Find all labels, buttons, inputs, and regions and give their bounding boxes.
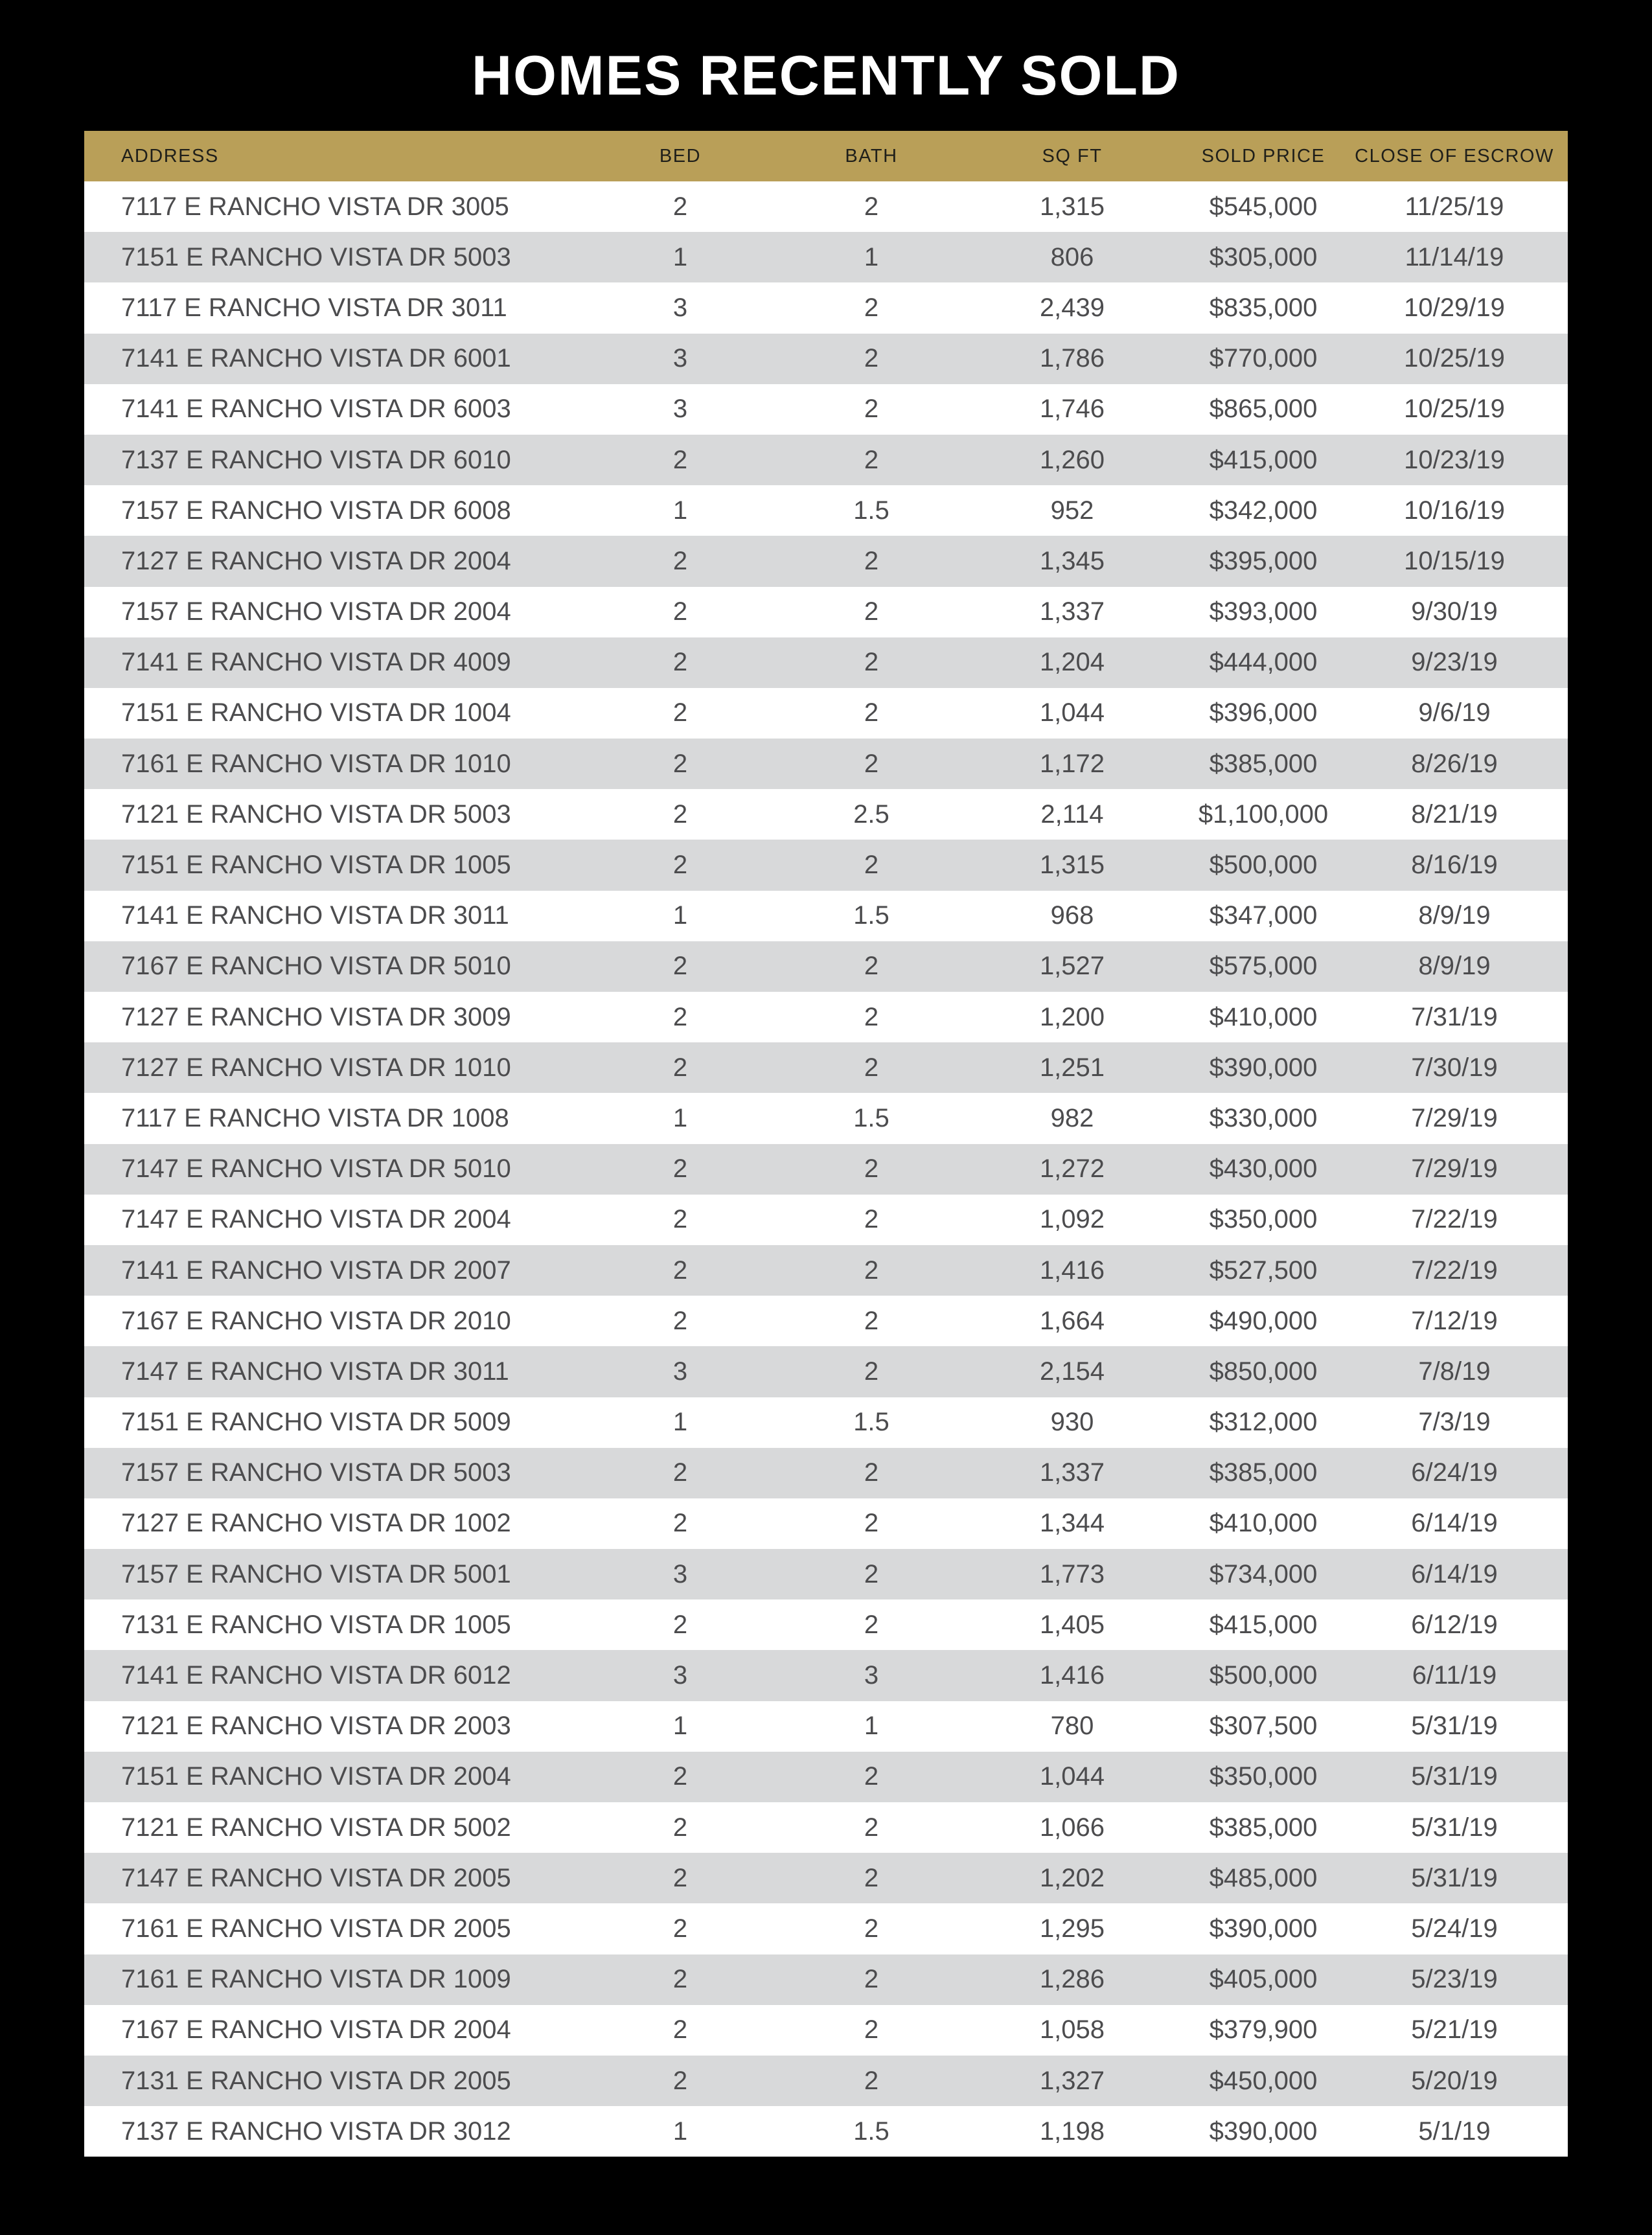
cell-sqft: 1,337 bbox=[1039, 597, 1105, 626]
cell-address: 7121 E RANCHO VISTA DR 2003 bbox=[121, 1712, 511, 1741]
cell-coe: 8/9/19 bbox=[1418, 952, 1491, 981]
cell-bath: 2 bbox=[864, 597, 879, 626]
cell-sqft: 1,345 bbox=[1039, 546, 1105, 575]
cell-price: $307,500 bbox=[1209, 1712, 1318, 1741]
cell-address: 7151 E RANCHO VISTA DR 1004 bbox=[121, 698, 511, 728]
cell-bed: 2 bbox=[672, 445, 688, 474]
cell-address: 7167 E RANCHO VISTA DR 2010 bbox=[121, 1306, 511, 1335]
cell-bath: 1.5 bbox=[853, 1103, 889, 1132]
cell-coe: 8/26/19 bbox=[1411, 749, 1498, 778]
cell-bath: 2 bbox=[864, 2066, 879, 2095]
cell-bath: 2 bbox=[864, 1762, 879, 1791]
cell-sqft: 1,405 bbox=[1039, 1610, 1105, 1639]
cell-coe: 7/22/19 bbox=[1411, 1205, 1498, 1234]
cell-sqft: 1,204 bbox=[1039, 648, 1105, 677]
cell-address: 7147 E RANCHO VISTA DR 3011 bbox=[121, 1357, 509, 1386]
cell-price: $379,900 bbox=[1209, 2015, 1318, 2045]
cell-address: 7157 E RANCHO VISTA DR 6008 bbox=[121, 496, 511, 525]
table-row bbox=[84, 1549, 1568, 1599]
table-row bbox=[84, 587, 1568, 637]
cell-bed: 1 bbox=[672, 1103, 688, 1132]
cell-price: $734,000 bbox=[1209, 1559, 1318, 1588]
cell-bed: 2 bbox=[672, 749, 688, 778]
cell-address: 7151 E RANCHO VISTA DR 1005 bbox=[121, 851, 511, 880]
cell-coe: 5/31/19 bbox=[1411, 1863, 1498, 1892]
cell-coe: 5/31/19 bbox=[1411, 1813, 1498, 1842]
cell-bed: 3 bbox=[672, 395, 688, 424]
cell-price: $385,000 bbox=[1209, 1458, 1318, 1487]
cell-address: 7167 E RANCHO VISTA DR 5010 bbox=[121, 952, 511, 981]
table-row bbox=[84, 1498, 1568, 1549]
cell-bath: 2 bbox=[864, 1306, 879, 1335]
cell-coe: 7/3/19 bbox=[1418, 1408, 1491, 1437]
cell-bed: 2 bbox=[672, 1002, 688, 1031]
cell-sqft: 1,172 bbox=[1039, 749, 1105, 778]
cell-bath: 2.5 bbox=[853, 799, 889, 829]
table-row bbox=[84, 536, 1568, 586]
cell-coe: 5/31/19 bbox=[1411, 1712, 1498, 1741]
cell-address: 7161 E RANCHO VISTA DR 1010 bbox=[121, 749, 511, 778]
header-bed: BED bbox=[577, 131, 784, 181]
cell-address: 7131 E RANCHO VISTA DR 2005 bbox=[121, 2066, 511, 2095]
cell-price: $312,000 bbox=[1209, 1408, 1318, 1437]
cell-bath: 2 bbox=[864, 546, 879, 575]
cell-bath: 2 bbox=[864, 1357, 879, 1386]
cell-bed: 2 bbox=[672, 799, 688, 829]
table-row bbox=[84, 1245, 1568, 1296]
cell-address: 7157 E RANCHO VISTA DR 5003 bbox=[121, 1458, 511, 1487]
table-row bbox=[84, 1752, 1568, 1802]
header-price: SOLD PRICE bbox=[1186, 131, 1341, 181]
cell-bath: 2 bbox=[864, 1813, 879, 1842]
cell-coe: 9/6/19 bbox=[1418, 698, 1491, 728]
cell-coe: 5/1/19 bbox=[1418, 2116, 1491, 2146]
table-body bbox=[84, 181, 1568, 2157]
cell-price: $410,000 bbox=[1209, 1002, 1318, 1031]
cell-sqft: 968 bbox=[1050, 901, 1094, 930]
table-row bbox=[84, 2056, 1568, 2106]
cell-bed: 2 bbox=[672, 698, 688, 728]
cell-price: $450,000 bbox=[1209, 2066, 1318, 2095]
cell-price: $485,000 bbox=[1209, 1863, 1318, 1892]
table-row bbox=[84, 941, 1568, 992]
table-row bbox=[84, 789, 1568, 840]
cell-price: $390,000 bbox=[1209, 1914, 1318, 1943]
cell-sqft: 1,337 bbox=[1039, 1458, 1105, 1487]
cell-bed: 2 bbox=[672, 1914, 688, 1943]
cell-bed: 2 bbox=[672, 1965, 688, 1994]
cell-sqft: 1,058 bbox=[1039, 2015, 1105, 2045]
table-row bbox=[84, 485, 1568, 536]
table-row bbox=[84, 1346, 1568, 1397]
cell-bath: 2 bbox=[864, 445, 879, 474]
table-row bbox=[84, 1296, 1568, 1346]
cell-address: 7121 E RANCHO VISTA DR 5003 bbox=[121, 799, 511, 829]
cell-sqft: 1,786 bbox=[1039, 344, 1105, 373]
cell-price: $850,000 bbox=[1209, 1357, 1318, 1386]
cell-coe: 10/16/19 bbox=[1404, 496, 1505, 525]
cell-price: $330,000 bbox=[1209, 1103, 1318, 1132]
cell-bed: 3 bbox=[672, 293, 688, 322]
sold-homes-table bbox=[84, 131, 1568, 2157]
cell-bed: 3 bbox=[672, 1357, 688, 1386]
cell-price: $396,000 bbox=[1209, 698, 1318, 728]
cell-price: $545,000 bbox=[1209, 192, 1318, 221]
table-row bbox=[84, 181, 1568, 232]
cell-bath: 2 bbox=[864, 344, 879, 373]
cell-bath: 2 bbox=[864, 698, 879, 728]
cell-bath: 2 bbox=[864, 1509, 879, 1538]
table-row bbox=[84, 1701, 1568, 1752]
cell-coe: 7/30/19 bbox=[1411, 1053, 1498, 1082]
cell-bed: 3 bbox=[672, 1559, 688, 1588]
cell-bed: 2 bbox=[672, 1205, 688, 1234]
cell-coe: 11/25/19 bbox=[1405, 192, 1504, 221]
cell-address: 7117 E RANCHO VISTA DR 3011 bbox=[121, 293, 507, 322]
sold-homes-table-container bbox=[84, 131, 1568, 2157]
cell-bed: 1 bbox=[672, 901, 688, 930]
cell-coe: 6/14/19 bbox=[1411, 1509, 1498, 1538]
cell-address: 7137 E RANCHO VISTA DR 6010 bbox=[121, 445, 511, 474]
table-row bbox=[84, 1397, 1568, 1448]
cell-bath: 2 bbox=[864, 952, 879, 981]
cell-sqft: 780 bbox=[1050, 1712, 1094, 1741]
cell-sqft: 1,272 bbox=[1039, 1154, 1105, 1184]
header-address: ADDRESS bbox=[84, 131, 577, 181]
cell-sqft: 1,327 bbox=[1039, 2066, 1105, 2095]
cell-coe: 6/14/19 bbox=[1411, 1559, 1498, 1588]
cell-bed: 2 bbox=[672, 952, 688, 981]
cell-bed: 1 bbox=[672, 1712, 688, 1741]
cell-sqft: 1,200 bbox=[1039, 1002, 1105, 1031]
table-row bbox=[84, 282, 1568, 333]
cell-bed: 2 bbox=[672, 546, 688, 575]
cell-bed: 1 bbox=[672, 496, 688, 525]
table-row bbox=[84, 1144, 1568, 1195]
cell-bed: 1 bbox=[672, 1408, 688, 1437]
table-row bbox=[84, 232, 1568, 282]
cell-price: $385,000 bbox=[1209, 749, 1318, 778]
cell-bath: 1.5 bbox=[853, 901, 889, 930]
cell-bath: 1.5 bbox=[853, 496, 889, 525]
cell-address: 7141 E RANCHO VISTA DR 6003 bbox=[121, 395, 511, 424]
cell-coe: 7/22/19 bbox=[1411, 1255, 1498, 1285]
cell-address: 7141 E RANCHO VISTA DR 6012 bbox=[121, 1661, 511, 1690]
cell-sqft: 1,202 bbox=[1039, 1863, 1105, 1892]
cell-address: 7127 E RANCHO VISTA DR 2004 bbox=[121, 546, 511, 575]
cell-sqft: 1,044 bbox=[1039, 1762, 1105, 1791]
cell-bath: 2 bbox=[864, 1255, 879, 1285]
cell-address: 7127 E RANCHO VISTA DR 1010 bbox=[121, 1053, 511, 1082]
cell-bath: 2 bbox=[864, 395, 879, 424]
cell-bed: 2 bbox=[672, 1306, 688, 1335]
cell-price: $575,000 bbox=[1209, 952, 1318, 981]
cell-bed: 2 bbox=[672, 1458, 688, 1487]
header-bath: BATH bbox=[784, 131, 959, 181]
cell-address: 7141 E RANCHO VISTA DR 2007 bbox=[121, 1255, 511, 1285]
cell-address: 7131 E RANCHO VISTA DR 1005 bbox=[121, 1610, 511, 1639]
cell-coe: 5/23/19 bbox=[1411, 1965, 1498, 1994]
cell-sqft: 982 bbox=[1050, 1103, 1094, 1132]
cell-sqft: 1,044 bbox=[1039, 698, 1105, 728]
page-title: HOMES RECENTLY SOLD bbox=[471, 45, 1181, 107]
cell-address: 7151 E RANCHO VISTA DR 2004 bbox=[121, 1762, 511, 1791]
cell-bed: 2 bbox=[672, 1255, 688, 1285]
cell-sqft: 1,092 bbox=[1039, 1205, 1105, 1234]
cell-bath: 2 bbox=[864, 1458, 879, 1487]
table-row bbox=[84, 1853, 1568, 1903]
cell-bed: 2 bbox=[672, 2066, 688, 2095]
cell-coe: 7/29/19 bbox=[1411, 1103, 1498, 1132]
cell-bath: 1 bbox=[864, 242, 879, 271]
cell-sqft: 1,066 bbox=[1039, 1813, 1105, 1842]
cell-bath: 1 bbox=[864, 1712, 879, 1741]
cell-bed: 2 bbox=[672, 1863, 688, 1892]
cell-address: 7161 E RANCHO VISTA DR 2005 bbox=[121, 1914, 511, 1943]
cell-address: 7127 E RANCHO VISTA DR 3009 bbox=[121, 1002, 511, 1031]
cell-price: $405,000 bbox=[1209, 1965, 1318, 1994]
cell-bed: 2 bbox=[672, 851, 688, 880]
cell-price: $385,000 bbox=[1209, 1813, 1318, 1842]
cell-sqft: 1,773 bbox=[1039, 1559, 1105, 1588]
cell-sqft: 1,260 bbox=[1039, 445, 1105, 474]
cell-coe: 6/24/19 bbox=[1411, 1458, 1498, 1487]
cell-bed: 1 bbox=[672, 242, 688, 271]
cell-coe: 6/12/19 bbox=[1411, 1610, 1498, 1639]
cell-sqft: 1,527 bbox=[1039, 952, 1105, 981]
table-header-row bbox=[84, 131, 1568, 181]
cell-address: 7157 E RANCHO VISTA DR 2004 bbox=[121, 597, 511, 626]
cell-coe: 8/21/19 bbox=[1411, 799, 1498, 829]
cell-address: 7161 E RANCHO VISTA DR 1009 bbox=[121, 1965, 511, 1994]
cell-bath: 2 bbox=[864, 293, 879, 322]
cell-sqft: 1,198 bbox=[1039, 2116, 1105, 2146]
table-row bbox=[84, 384, 1568, 435]
cell-address: 7117 E RANCHO VISTA DR 3005 bbox=[121, 192, 509, 221]
cell-sqft: 1,416 bbox=[1039, 1255, 1105, 1285]
cell-bath: 1.5 bbox=[853, 1408, 889, 1437]
table-row bbox=[84, 1195, 1568, 1245]
cell-coe: 9/30/19 bbox=[1411, 597, 1498, 626]
cell-sqft: 806 bbox=[1050, 242, 1094, 271]
cell-coe: 6/11/19 bbox=[1412, 1661, 1497, 1690]
cell-address: 7121 E RANCHO VISTA DR 5002 bbox=[121, 1813, 511, 1842]
cell-sqft: 1,286 bbox=[1039, 1965, 1105, 1994]
cell-coe: 10/29/19 bbox=[1404, 293, 1505, 322]
cell-sqft: 1,664 bbox=[1039, 1306, 1105, 1335]
cell-sqft: 1,295 bbox=[1039, 1914, 1105, 1943]
cell-address: 7151 E RANCHO VISTA DR 5009 bbox=[121, 1408, 511, 1437]
cell-coe: 5/31/19 bbox=[1411, 1762, 1498, 1791]
cell-price: $1,100,000 bbox=[1198, 799, 1329, 829]
cell-coe: 7/12/19 bbox=[1411, 1306, 1498, 1335]
cell-coe: 8/16/19 bbox=[1411, 851, 1498, 880]
cell-coe: 8/9/19 bbox=[1418, 901, 1491, 930]
table-row bbox=[84, 688, 1568, 739]
cell-sqft: 930 bbox=[1050, 1408, 1094, 1437]
cell-address: 7147 E RANCHO VISTA DR 5010 bbox=[121, 1154, 511, 1184]
cell-price: $865,000 bbox=[1209, 395, 1318, 424]
cell-coe: 7/31/19 bbox=[1411, 1002, 1498, 1031]
table-row bbox=[84, 2005, 1568, 2056]
cell-bed: 2 bbox=[672, 597, 688, 626]
cell-bath: 3 bbox=[864, 1661, 879, 1690]
cell-sqft: 1,315 bbox=[1039, 192, 1105, 221]
cell-price: $430,000 bbox=[1209, 1154, 1318, 1184]
cell-bath: 2 bbox=[864, 192, 879, 221]
cell-sqft: 952 bbox=[1050, 496, 1094, 525]
cell-address: 7151 E RANCHO VISTA DR 5003 bbox=[121, 242, 511, 271]
table-row bbox=[84, 334, 1568, 384]
cell-price: $393,000 bbox=[1209, 597, 1318, 626]
cell-bath: 2 bbox=[864, 1610, 879, 1639]
cell-address: 7141 E RANCHO VISTA DR 4009 bbox=[121, 648, 511, 677]
cell-price: $390,000 bbox=[1209, 1053, 1318, 1082]
cell-bath: 1.5 bbox=[853, 2116, 889, 2146]
table-row bbox=[84, 992, 1568, 1042]
table-row bbox=[84, 1802, 1568, 1853]
table-row bbox=[84, 739, 1568, 789]
table-row bbox=[84, 1448, 1568, 1498]
cell-bath: 2 bbox=[864, 1965, 879, 1994]
cell-address: 7157 E RANCHO VISTA DR 5001 bbox=[121, 1559, 511, 1588]
cell-sqft: 1,416 bbox=[1039, 1661, 1105, 1690]
cell-price: $835,000 bbox=[1209, 293, 1318, 322]
cell-bed: 2 bbox=[672, 1813, 688, 1842]
cell-price: $350,000 bbox=[1209, 1205, 1318, 1234]
cell-bed: 2 bbox=[672, 648, 688, 677]
cell-bath: 2 bbox=[864, 1053, 879, 1082]
cell-sqft: 1,344 bbox=[1039, 1509, 1105, 1538]
cell-coe: 10/15/19 bbox=[1404, 546, 1505, 575]
cell-price: $347,000 bbox=[1209, 901, 1318, 930]
cell-address: 7117 E RANCHO VISTA DR 1008 bbox=[121, 1103, 509, 1132]
cell-address: 7137 E RANCHO VISTA DR 3012 bbox=[121, 2116, 511, 2146]
cell-price: $350,000 bbox=[1209, 1762, 1318, 1791]
cell-bed: 2 bbox=[672, 1509, 688, 1538]
table-row bbox=[84, 1042, 1568, 1093]
table-row bbox=[84, 840, 1568, 890]
table-header bbox=[84, 131, 1568, 181]
cell-coe: 10/25/19 bbox=[1404, 344, 1505, 373]
cell-price: $500,000 bbox=[1209, 1661, 1318, 1690]
cell-price: $500,000 bbox=[1209, 851, 1318, 880]
cell-coe: 5/24/19 bbox=[1411, 1914, 1498, 1943]
cell-bed: 2 bbox=[672, 1154, 688, 1184]
cell-bath: 2 bbox=[864, 1002, 879, 1031]
cell-bath: 2 bbox=[864, 1863, 879, 1892]
table-row bbox=[84, 1650, 1568, 1701]
cell-price: $527,500 bbox=[1209, 1255, 1318, 1285]
cell-sqft: 1,315 bbox=[1039, 851, 1105, 880]
cell-price: $770,000 bbox=[1209, 344, 1318, 373]
cell-sqft: 2,439 bbox=[1039, 293, 1105, 322]
cell-bed: 3 bbox=[672, 344, 688, 373]
cell-bath: 2 bbox=[864, 2015, 879, 2045]
cell-price: $410,000 bbox=[1209, 1509, 1318, 1538]
cell-price: $490,000 bbox=[1209, 1306, 1318, 1335]
cell-sqft: 1,746 bbox=[1039, 395, 1105, 424]
cell-address: 7141 E RANCHO VISTA DR 6001 bbox=[121, 344, 511, 373]
cell-address: 7141 E RANCHO VISTA DR 3011 bbox=[121, 901, 509, 930]
cell-bath: 2 bbox=[864, 1205, 879, 1234]
cell-bath: 2 bbox=[864, 851, 879, 880]
cell-bath: 2 bbox=[864, 648, 879, 677]
cell-price: $390,000 bbox=[1209, 2116, 1318, 2146]
cell-bed: 3 bbox=[672, 1661, 688, 1690]
cell-address: 7147 E RANCHO VISTA DR 2004 bbox=[121, 1205, 511, 1234]
cell-price: $395,000 bbox=[1209, 546, 1318, 575]
cell-coe: 7/8/19 bbox=[1418, 1357, 1491, 1386]
cell-coe: 5/20/19 bbox=[1411, 2066, 1498, 2095]
cell-sqft: 2,114 bbox=[1040, 799, 1104, 829]
table-row bbox=[84, 1954, 1568, 2005]
cell-sqft: 2,154 bbox=[1039, 1357, 1105, 1386]
header-sqft: SQ FT bbox=[959, 131, 1186, 181]
cell-address: 7147 E RANCHO VISTA DR 2005 bbox=[121, 1863, 511, 1892]
cell-bed: 2 bbox=[672, 2015, 688, 2045]
cell-price: $305,000 bbox=[1209, 242, 1318, 271]
cell-sqft: 1,251 bbox=[1039, 1053, 1105, 1082]
header-coe: CLOSE OF ESCROW bbox=[1341, 131, 1568, 181]
cell-bath: 2 bbox=[864, 1914, 879, 1943]
cell-coe: 10/23/19 bbox=[1404, 445, 1505, 474]
cell-bath: 2 bbox=[864, 1559, 879, 1588]
cell-coe: 9/23/19 bbox=[1411, 648, 1498, 677]
table-row bbox=[84, 1599, 1568, 1650]
cell-address: 7167 E RANCHO VISTA DR 2004 bbox=[121, 2015, 511, 2045]
cell-price: $444,000 bbox=[1209, 648, 1318, 677]
table-row bbox=[84, 2106, 1568, 2157]
table-row bbox=[84, 1903, 1568, 1954]
cell-coe: 7/29/19 bbox=[1411, 1154, 1498, 1184]
cell-bath: 2 bbox=[864, 749, 879, 778]
cell-coe: 5/21/19 bbox=[1411, 2015, 1498, 2045]
table-row bbox=[84, 1093, 1568, 1143]
cell-address: 7127 E RANCHO VISTA DR 1002 bbox=[121, 1509, 511, 1538]
cell-coe: 11/14/19 bbox=[1405, 242, 1504, 271]
cell-price: $415,000 bbox=[1209, 1610, 1318, 1639]
table-row bbox=[84, 637, 1568, 688]
cell-price: $342,000 bbox=[1209, 496, 1318, 525]
cell-bed: 2 bbox=[672, 192, 688, 221]
table-row bbox=[84, 891, 1568, 941]
cell-bath: 2 bbox=[864, 1154, 879, 1184]
cell-bed: 2 bbox=[672, 1610, 688, 1639]
cell-price: $415,000 bbox=[1209, 445, 1318, 474]
cell-bed: 2 bbox=[672, 1053, 688, 1082]
cell-coe: 10/25/19 bbox=[1404, 395, 1505, 424]
table-row bbox=[84, 435, 1568, 485]
cell-bed: 2 bbox=[672, 1762, 688, 1791]
cell-bed: 1 bbox=[672, 2116, 688, 2146]
